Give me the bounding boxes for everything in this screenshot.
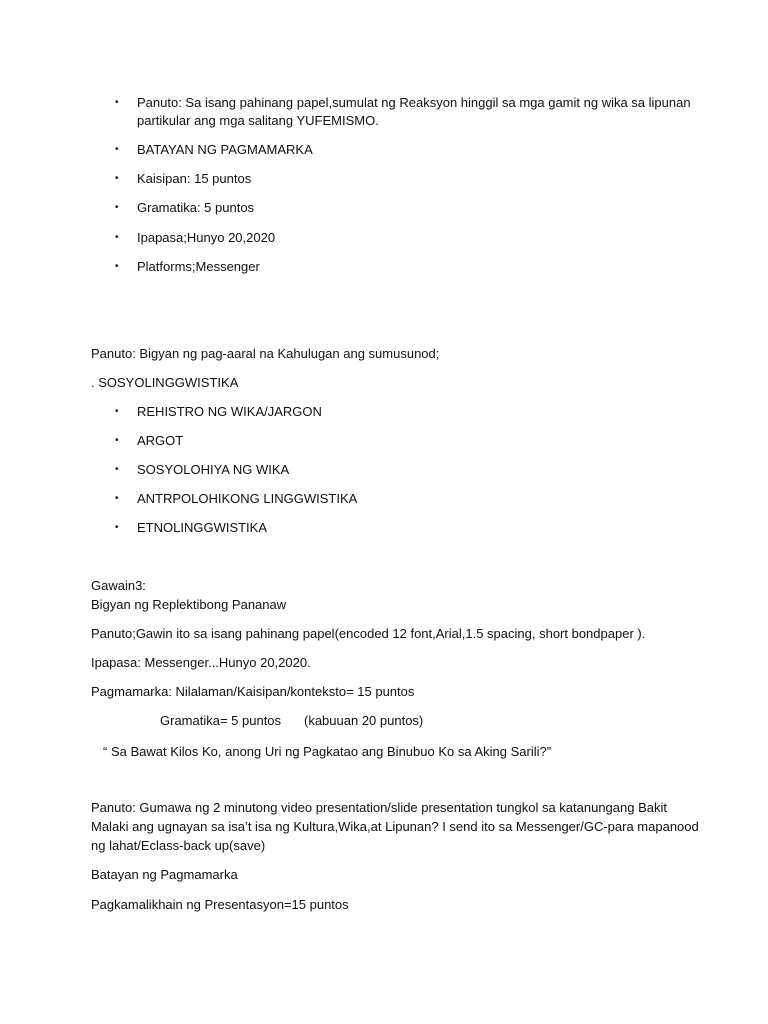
activity-quote: “ Sa Bawat Kilos Ko, anong Uri ng Pagkatao ang Binubuo Ko sa Aking Sarili?” [103,744,552,759]
video-instruction-line1: Panuto: Gumawa ng 2 minutong video presentation/slide presentation tungkol sa katanungang Bakit [91,800,667,815]
grading-item: Gramatika: 5 puntos [137,200,255,215]
activity-total-score: (kabuuan 20 puntos) [304,713,424,728]
topic-item: ETNOLINGGWISTIKA [137,520,268,535]
activity-grading: Pagmamarka: Nilalaman/Kaisipan/konteksto= 15 puntos [91,684,415,699]
activity-grammar-score: Gramatika= 5 puntos [160,713,282,728]
bullet-icon: • [115,232,119,243]
instruction-text: Panuto: Sa isang pahinang papel,sumulat ng Reaksyon hinggil sa mga gamit ng wika sa lipunan [137,95,691,110]
topic-item: ARGOT [137,433,184,448]
video-instruction-line3: ng lahat/Eclass-back up(save) [91,838,266,853]
section2-instruction: Panuto: Bigyan ng pag-aaral na Kahulugan ang sumusunod; [91,346,440,361]
bullet-icon: • [115,406,119,417]
bullet-icon: • [115,202,119,213]
bullet-icon: • [115,522,119,533]
bullet-icon: • [115,144,119,155]
topic-item: REHISTRO NG WIKA/JARGON [137,404,322,419]
grading-item: Kaisipan: 15 puntos [137,171,252,186]
section2-heading: . SOSYOLINGGWISTIKA [91,375,239,390]
bullet-icon: • [115,464,119,475]
grading-heading: Batayan ng Pagmamarka [91,867,238,882]
instruction-text-continued: partikular ang mga salitang YUFEMISMO. [137,113,379,128]
bullet-icon: • [115,435,119,446]
activity-title: Bigyan ng Replektibong Pananaw [91,597,287,612]
topic-item: ANTRPOLOHIKONG LINGGWISTIKA [137,491,358,506]
creativity-score: Pagkamalikhain ng Presentasyon=15 puntos [91,897,349,912]
grading-heading: BATAYAN NG PAGMAMARKA [137,142,313,157]
bullet-icon: • [115,261,119,272]
topic-item: SOSYOLOHIYA NG WIKA [137,462,290,477]
bullet-icon: • [115,97,119,108]
activity-instruction: Panuto;Gawin ito sa isang pahinang papel(encoded 12 font,Arial,1.5 spacing, short bondpaper ). [91,626,646,641]
platform-item: Platforms;Messenger [137,259,260,274]
bullet-icon: • [115,173,119,184]
deadline-item: Ipapasa;Hunyo 20,2020 [137,230,276,245]
activity-label: Gawain3: [91,578,146,593]
activity-deadline: Ipapasa: Messenger...Hunyo 20,2020. [91,655,311,670]
video-instruction-line2: Malaki ang ugnayan sa isa’t isa ng Kultura,Wika,at Lipunan? I send ito sa Messenger/GC-para mapanood [91,819,699,834]
bullet-icon: • [115,493,119,504]
